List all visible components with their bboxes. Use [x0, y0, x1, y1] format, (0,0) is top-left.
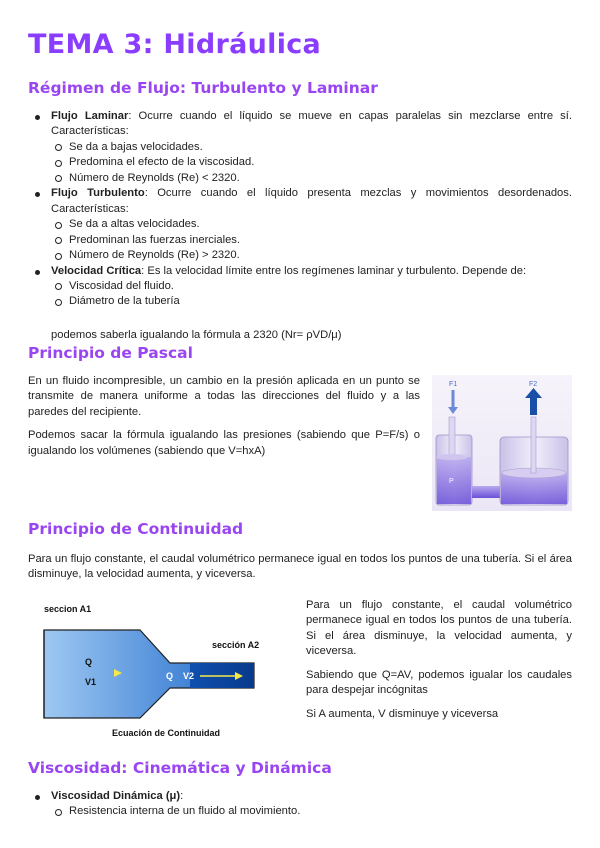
- force-label-f2: F2: [529, 381, 538, 388]
- flow-regime-list: [28, 109, 572, 343]
- sub-item: Número de Reynolds (Re) > 2320.: [51, 248, 572, 263]
- list-item-text: :: [180, 790, 184, 802]
- arrow-up-f2: [530, 397, 537, 415]
- continuity-paragraph-3: Si A aumenta, V disminuye y viceversa: [306, 707, 499, 720]
- small-piston: [436, 454, 468, 460]
- small-piston-rod: [449, 417, 455, 457]
- sub-item: Diámetro de la tubería: [51, 294, 572, 309]
- list-item-text: : Ocurre cuando el líquido se mueve en capas paralelas sin mezclarse entre sí. Características:: [51, 110, 572, 138]
- continuity-pipe-diagram: [40, 600, 290, 742]
- label-q2: Q: [166, 671, 174, 681]
- connecting-pipe: [472, 486, 502, 498]
- sub-item: Se da a bajas velocidades.: [51, 140, 572, 155]
- section-heading-viscosity: Viscosidad: Cinemática y Dinámica: [28, 759, 332, 777]
- sub-item: Predominan las fuerzas inerciales.: [51, 233, 572, 248]
- term-dynamic-viscosity: Viscosidad Dinámica (μ): [51, 790, 181, 802]
- large-piston-rod: [531, 417, 536, 473]
- diagram-caption: Ecuación de Continuidad: [112, 728, 221, 738]
- sub-item: Se da a altas velocidades.: [51, 217, 572, 232]
- continuity-text: [306, 598, 572, 730]
- list-item: [28, 109, 572, 186]
- label-section-a1: seccion A1: [44, 604, 92, 614]
- sub-item: Predomina el efecto de la viscosidad.: [51, 155, 572, 170]
- list-item: [28, 789, 572, 820]
- list-item: [28, 264, 572, 310]
- page-title: TEMA 3: Hidráulica: [28, 29, 322, 60]
- label-section-a2: sección A2: [212, 640, 260, 650]
- force-label-f1: F1: [449, 381, 458, 388]
- continuity-intro: Para un flujo constante, el caudal volumétrico permanece igual en todos los puntos de una tubería. Si el área disminuye, la velocidad aumenta, y viceversa.: [28, 553, 572, 581]
- sub-item: Viscosidad del fluido.: [51, 279, 572, 294]
- label-q1: Q: [85, 657, 93, 667]
- sub-item: Número de Reynolds (Re) < 2320.: [51, 171, 572, 186]
- section-heading-pascal: Principio de Pascal: [28, 344, 193, 362]
- list-item-text: : Ocurre cuando el líquido presenta mezclas y movimientos desordenados. Características:: [51, 187, 572, 215]
- reynolds-note: podemos saberla igualando la fórmula a 2320 (Nr= ρVD/μ): [51, 328, 342, 341]
- section-heading-flow-regime: Régimen de Flujo: Turbulento y Laminar: [28, 79, 378, 97]
- viscosity-list: [28, 789, 572, 820]
- sub-item: Resistencia interna de un fluido al movimiento.: [51, 804, 572, 819]
- small-cylinder-liquid: [437, 457, 471, 504]
- term-laminar: Flujo Laminar: [51, 110, 129, 122]
- pressure-label-p: P: [449, 478, 454, 485]
- term-critical-velocity: Velocidad Crítica: [51, 264, 142, 277]
- pascal-paragraph-1: En un fluido incompresible, un cambio en la presión aplicada en un punto se transmite de manera uniforme a todas las direcciones del fluido y a las paredes del recipiente.: [28, 375, 420, 418]
- section-heading-continuity: Principio de Continuidad: [28, 520, 244, 538]
- pascal-press-diagram: [432, 375, 572, 511]
- label-v2: V2: [183, 671, 195, 681]
- label-v1: V1: [85, 677, 97, 687]
- list-item-text: : Es la velocidad límite entre los regímenes laminar y turbulento. Depende de:: [141, 264, 527, 277]
- continuity-paragraph-1: Para un flujo constante, el caudal volumétrico permanece igual en todos los puntos de una tubería. Si el área disminuye, la velocidad aumenta, y viceversa.: [306, 599, 572, 658]
- pascal-text: [28, 374, 420, 467]
- pascal-paragraph-2: Podemos sacar la fórmula igualando las presiones (sabiendo que P=F/s) o igualando los volúmenes (sabiendo que V=hxA): [28, 429, 420, 457]
- continuity-paragraph-2: Sabiendo que Q=AV, podemos igualar los caudales para despejar incógnitas: [306, 668, 572, 697]
- term-turbulent: Flujo Turbulento: [51, 187, 145, 200]
- list-item: [28, 186, 572, 263]
